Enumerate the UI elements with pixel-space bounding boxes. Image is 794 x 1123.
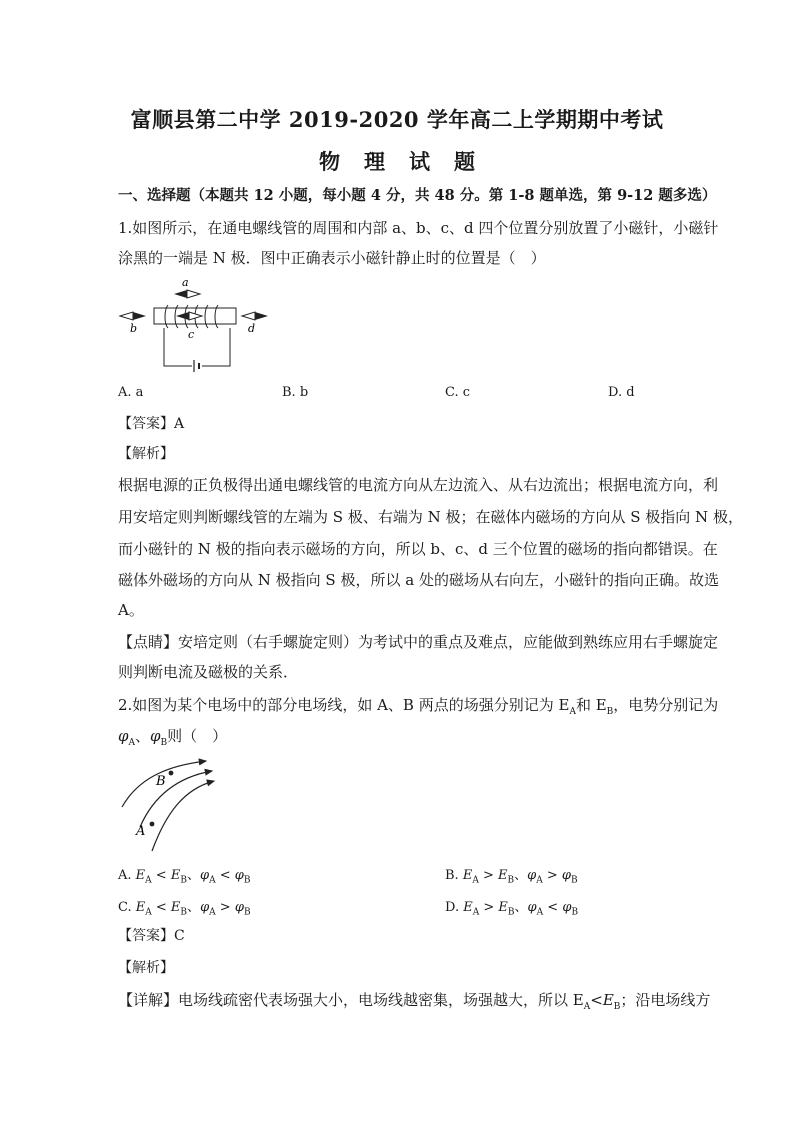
section-heading: 一、选择题（本题共 12 小题，每小题 4 分，共 48 分。第 1-8 题单选，第 9-12 题多选） [118,187,717,204]
q1-option-b: B. b [282,385,309,400]
q2-analysis-label: 【解析】 [118,960,174,976]
label-a: a [182,276,189,289]
label-b: b [130,322,138,335]
solenoid-figure [118,272,278,372]
exam-subject [0,146,794,176]
q2-option-c: C. $E_A < E_B$、$\varphi_A > \varphi_B$ [118,900,251,918]
battery-icon [194,360,199,372]
label-point-a: A [136,824,146,839]
q2-option-b: B. $E_A > E_B$、$\varphi_A > \varphi_B$ [445,868,578,886]
q1-analysis-line: 用安培定则判断螺线管的左端为 S 极、右端为 N 极；在磁体内磁场的方向从 S 极指向 N 极， [118,508,743,526]
q1-option-a: A. a [118,385,144,400]
q1-analysis-line: 而小磁针的 N 极的指向表示磁场的方向，所以 b、c、d 三个位置的磁场的指向都错误。在 [118,540,718,558]
q1-answer: 【答案】A [118,416,185,432]
subject-char: 题 [454,149,475,174]
q1-comment-line: 【点睛】安培定则（右手螺旋定则）为考试中的重点及难点，应能做到熟练应用右手螺旋定 [118,633,719,651]
label-c: c [188,328,195,341]
q2-option-d: D. $E_A > E_B$、$\varphi_A < \varphi_B$ [445,900,579,918]
label-d: d [248,322,256,335]
q1-option-d: D. d [608,385,635,400]
q2-stem-line1: 2.如图为某个电场中的部分电场线，如 A、B 两点的场强分别记为 $E_A$和 $E_B$，电势分别记为 [118,696,719,717]
q1-option-c: C. c [445,385,471,400]
q1-analysis-line: 磁体外磁场的方向从 N 极指向 S 极，所以 a 处的磁场从右向左，小磁针的指向正确。故选 [118,571,719,589]
subject-char: 试 [409,149,430,174]
q2-stem-line2: $\varphi_A$、$\varphi_B$则（ ） [118,727,228,748]
q1-comment-line: 则判断电流及磁极的关系． [118,663,299,681]
q1-analysis-label: 【解析】 [118,446,174,462]
compass-needle-a [174,290,200,298]
compass-needle-c [176,312,202,320]
point-a [150,822,155,827]
q2-detail-line: 【详解】电场线疏密代表场强大小，电场线越密集，场强越大，所以 $E_A<E_B$；沿电场线方 [118,991,711,1012]
q1-stem-line2: 涂黑的一端是 N 极．图中正确表示小磁针静止时的位置是（ ） [118,249,546,267]
subject-char: 理 [364,149,385,174]
subject-char: 物 [319,149,340,174]
label-point-b: B [156,774,166,789]
compass-needle-d [242,312,268,320]
point-b [169,771,174,776]
exam-title: 富顺县第二中学 2019-2020 学年高二上学期期中考试 [130,107,664,132]
q1-stem-line1: 1.如图所示，在通电螺线管的周围和内部 a、b、c、d 四个位置分别放置了小磁针，小磁针 [118,219,719,237]
electric-field-figure [118,755,228,855]
q1-analysis-line: A。 [118,601,144,619]
q2-option-a: A. $E_A < E_B$、$\varphi_A < \varphi_B$ [118,868,251,886]
q2-answer: 【答案】C [118,928,185,944]
q1-analysis-line: 根据电源的正负极得出通电螺线管的电流方向从左边流入、从右边流出；根据电流方向，利 [118,476,719,494]
compass-needle-b [120,312,146,320]
circuit-wires [164,328,230,366]
